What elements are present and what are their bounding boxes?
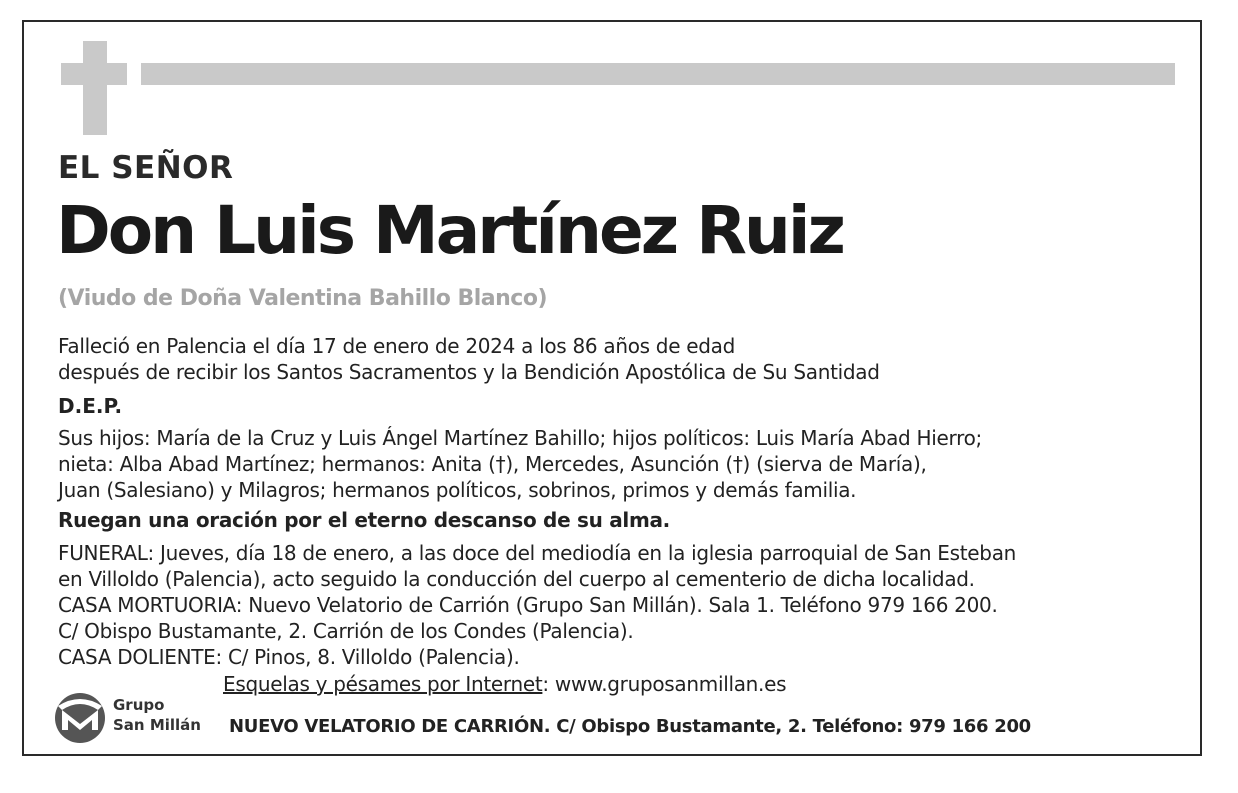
logo-line: San Millán	[113, 716, 201, 734]
internet-line	[223, 672, 786, 696]
san-millan-logo-icon	[52, 690, 108, 746]
death-notice	[58, 333, 880, 385]
funeral-line: en Villoldo (Palencia), acto seguido la conducción del cuerpo al cementerio de dicha localidad.	[58, 567, 975, 591]
family-line: nieta: Alba Abad Martínez; hermanos: Anita (†), Mercedes, Asunción (†) (sierva de María),	[58, 452, 927, 476]
cross-icon	[83, 41, 107, 135]
family-list	[58, 425, 982, 503]
funeral-details	[58, 540, 1016, 670]
header-bar	[141, 63, 1175, 85]
prayer-request: Ruegan una oración por el eterno descanso de su alma.	[58, 508, 670, 532]
internet-separator: :	[542, 672, 555, 696]
internet-label: Esquelas y pésames por Internet	[223, 672, 543, 696]
footer-contact: NUEVO VELATORIO DE CARRIÓN. C/ Obispo Bustamante, 2. Teléfono: 979 166 200	[229, 716, 1031, 737]
widow-of: (Viudo de Doña Valentina Bahillo Blanco)	[58, 286, 548, 311]
website-link[interactable]: www.gruposanmillan.es	[554, 672, 787, 696]
deceased-name: Don Luis Martínez Ruiz	[56, 192, 843, 269]
death-notice-line: después de recibir los Santos Sacramentos y la Bendición Apostólica de Su Santidad	[58, 360, 880, 384]
logo-text	[113, 695, 201, 735]
family-line: Sus hijos: María de la Cruz y Luis Ángel Martínez Bahillo; hijos políticos: Luis María Abad Hierro;	[58, 426, 982, 450]
funeral-line: FUNERAL: Jueves, día 18 de enero, a las doce del mediodía en la iglesia parroquial de San Esteban	[58, 541, 1017, 565]
honorific: EL SEÑOR	[58, 150, 234, 186]
rip-label: D.E.P.	[58, 394, 123, 418]
funeral-line: CASA MORTUORIA: Nuevo Velatorio de Carrión (Grupo San Millán). Sala 1. Teléfono 979 166 200.	[58, 593, 998, 617]
funeral-line: C/ Obispo Bustamante, 2. Carrión de los Condes (Palencia).	[58, 619, 634, 643]
death-notice-line: Falleció en Palencia el día 17 de enero de 2024 a los 86 años de edad	[58, 334, 736, 358]
logo-line: Grupo	[113, 696, 165, 714]
funeral-line: CASA DOLIENTE: C/ Pinos, 8. Villoldo (Palencia).	[58, 645, 520, 669]
cross-icon-arm	[61, 63, 127, 85]
family-line: Juan (Salesiano) y Milagros; hermanos políticos, sobrinos, primos y demás familia.	[58, 478, 857, 502]
